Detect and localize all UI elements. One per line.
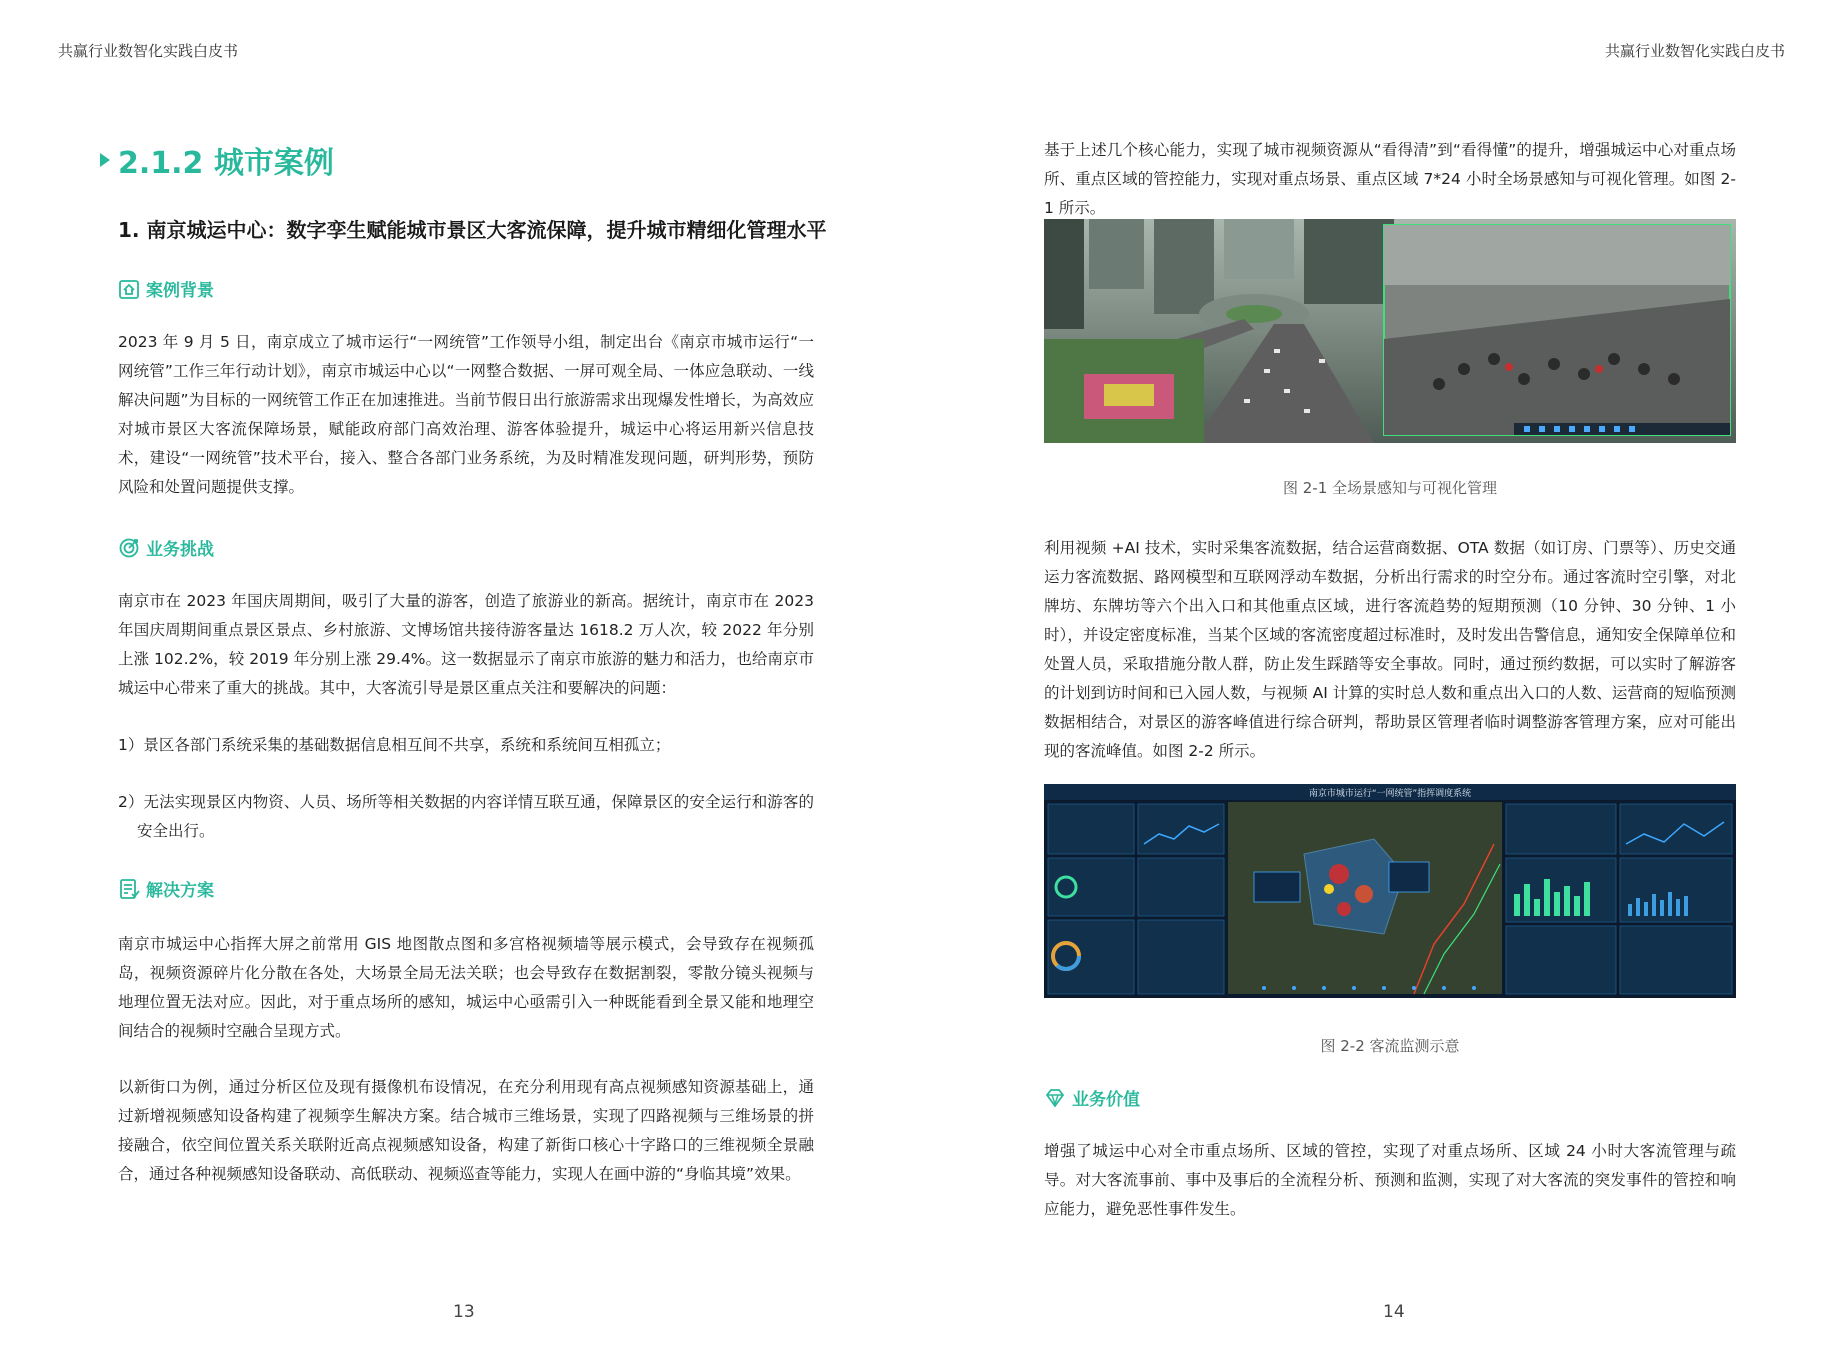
heading-background-text: 案例背景	[146, 281, 214, 301]
heading-challenge-text: 业务挑战	[146, 540, 214, 560]
case-title: 1. 南京城运中心：数字孪生赋能城市景区大客流保障，提升城市精细化管理水平	[118, 218, 827, 242]
challenge-paragraph: 南京市在 2023 年国庆周期间，吸引了大量的游客，创造了旅游业的新高。据统计，南京市在 2023 年国庆周期间重点景区景点、乡村旅游、文博场馆共接待游客量达 1618.2 万人次，较 2022 年分别上涨 102.2%，较 2019 年分别上涨 29.4%。这一数据显示了南京市旅游的魅力和活力，也给南京市城运中心带来了重大的挑战。其中，大客流引导是景区重点关注和要解决的问题：	[118, 592, 814, 697]
intro-paragraph: 基于上述几个核心能力，实现了城市视频资源从“看得清”到“看得懂”的提升，增强城运中心对重点场所、重点区域的管控能力，实现对重点场景、重点区域 7*24 小时全场景感知与可视化管理。如图 2-1 所示。	[1044, 141, 1736, 217]
middle-paragraph: 利用视频 +AI 技术，实时采集客流数据，结合运营商数据、OTA 数据（如订房、门票等）、历史交通运力客流数据、路网模型和互联网浮动车数据，分析出行需求的时空分布。通过客流时空引擎，对北牌坊、东牌坊等六个出入口和其他重点区域，进行客流趋势的短期预测（10 分钟、30 分钟、1 小时），并设定密度标准，当某个区域的客流密度超过标准时，及时发出告警信息，通知安全保障单位和处置人员，采取措施分散人群，防止发生踩踏等安全事故。同时，通过预约数据，可以实时了解游客的计划到访时间和已入园人数，与视频 AI 计算的实时总人数和重点出入口的人数、运营商的短临预测数据相结合，对景区的游客峰值进行综合研判，帮助景区管理者临时调整游客管理方案，应对可能出现的客流峰值。如图 2-2 所示。	[1044, 539, 1736, 760]
value-paragraph: 增强了城运中心对全市重点场所、区域的管控，实现了对重点场所、区域 24 小时大客流管理与疏导。对大客流事前、事中及事后的全流程分析、预测和监测，实现了对大客流的突发事件的管控和响应能力，避免恶性事件发生。	[1044, 1142, 1736, 1218]
figure-dashboard	[1044, 784, 1736, 998]
house-icon	[118, 278, 140, 300]
heading-value-text: 业务价值	[1072, 1090, 1140, 1110]
heading-challenge	[118, 535, 214, 560]
figure-2-caption: 图 2-2 客流监测示意	[1320, 1037, 1460, 1055]
page-number-right: 14	[1383, 1302, 1405, 1322]
aerial-image	[1044, 219, 1736, 443]
heading-value	[1044, 1085, 1140, 1110]
page-number-left: 13	[453, 1302, 475, 1322]
document-list-icon	[118, 878, 140, 900]
section-title	[100, 138, 334, 182]
dashboard-title: 南京市城市运行“一网统管”指挥调度系统	[1308, 789, 1472, 799]
heading-solution-text: 解决方案	[146, 881, 214, 901]
background-paragraph: 2023 年 9 月 5 日，南京成立了城市运行“一网统管”工作领导小组，制定出台《南京市城市运行“一网统管”工作三年行动计划》，南京市城运中心以“一网整合数据、一屏可观全局、一体应急联动、一线解决问题”为目标的一网统管工作正在加速推进。当前节假日出行旅游需求出现爆发性增长，为高效应对城市景区大客流保障场景，赋能政府部门高效治理、游客体验提升，城运中心将运用新兴信息技术，建设“一网统管”技术平台，接入、整合各部门业务系统，为及时精准发现问题，研判形势，预防风险和处置问题提供支撑。	[118, 333, 814, 496]
diamond-icon	[1044, 1087, 1066, 1109]
target-icon	[118, 537, 140, 559]
heading-background	[118, 276, 214, 301]
challenge-item-1: 1）景区各部门系统采集的基础数据信息相互间不共享，系统和系统间互相孤立；	[118, 736, 671, 754]
running-head-left: 共赢行业数智化实践白皮书	[58, 42, 239, 60]
figure-1-caption: 图 2-1 全场景感知与可视化管理	[1282, 479, 1498, 497]
section-title-text: 2.1.2 城市案例	[118, 146, 334, 181]
challenge-item-2: 2）无法实现景区内物资、人员、场所等相关数据的内容详情互联互通，保障景区的安全运行和游客的安全出行。	[118, 793, 814, 840]
heading-solution	[118, 876, 214, 901]
triangle-marker-icon	[100, 153, 110, 167]
solution-paragraph-1: 南京市城运中心指挥大屏之前常用 GIS 地图散点图和多宫格视频墙等展示模式，会导致存在视频孤岛，视频资源碎片化分散在各处，大场景全局无法关联；也会导致存在数据割裂，零散分镜头视频与地理位置无法对应。因此，对于重点场所的感知，城运中心亟需引入一种既能看到全景又能和地理空间结合的视频时空融合呈现方式。	[118, 935, 814, 1040]
dashboard-image	[1044, 784, 1736, 998]
figure-city-aerial	[1044, 219, 1736, 443]
running-head-right: 共赢行业数智化实践白皮书	[1604, 42, 1785, 60]
solution-paragraph-2: 以新街口为例，通过分析区位及现有摄像机布设情况，在充分利用现有高点视频感知资源基础上，通过新增视频感知设备构建了视频孪生解决方案。结合城市三维场景，实现了四路视频与三维场景的拼接融合，依空间位置关系关联附近高点视频感知设备，构建了新街口核心十字路口的三维视频全景融合，通过各种视频感知设备联动、高低联动、视频巡查等能力，实现人在画中游的“身临其境”效果。	[118, 1078, 814, 1183]
